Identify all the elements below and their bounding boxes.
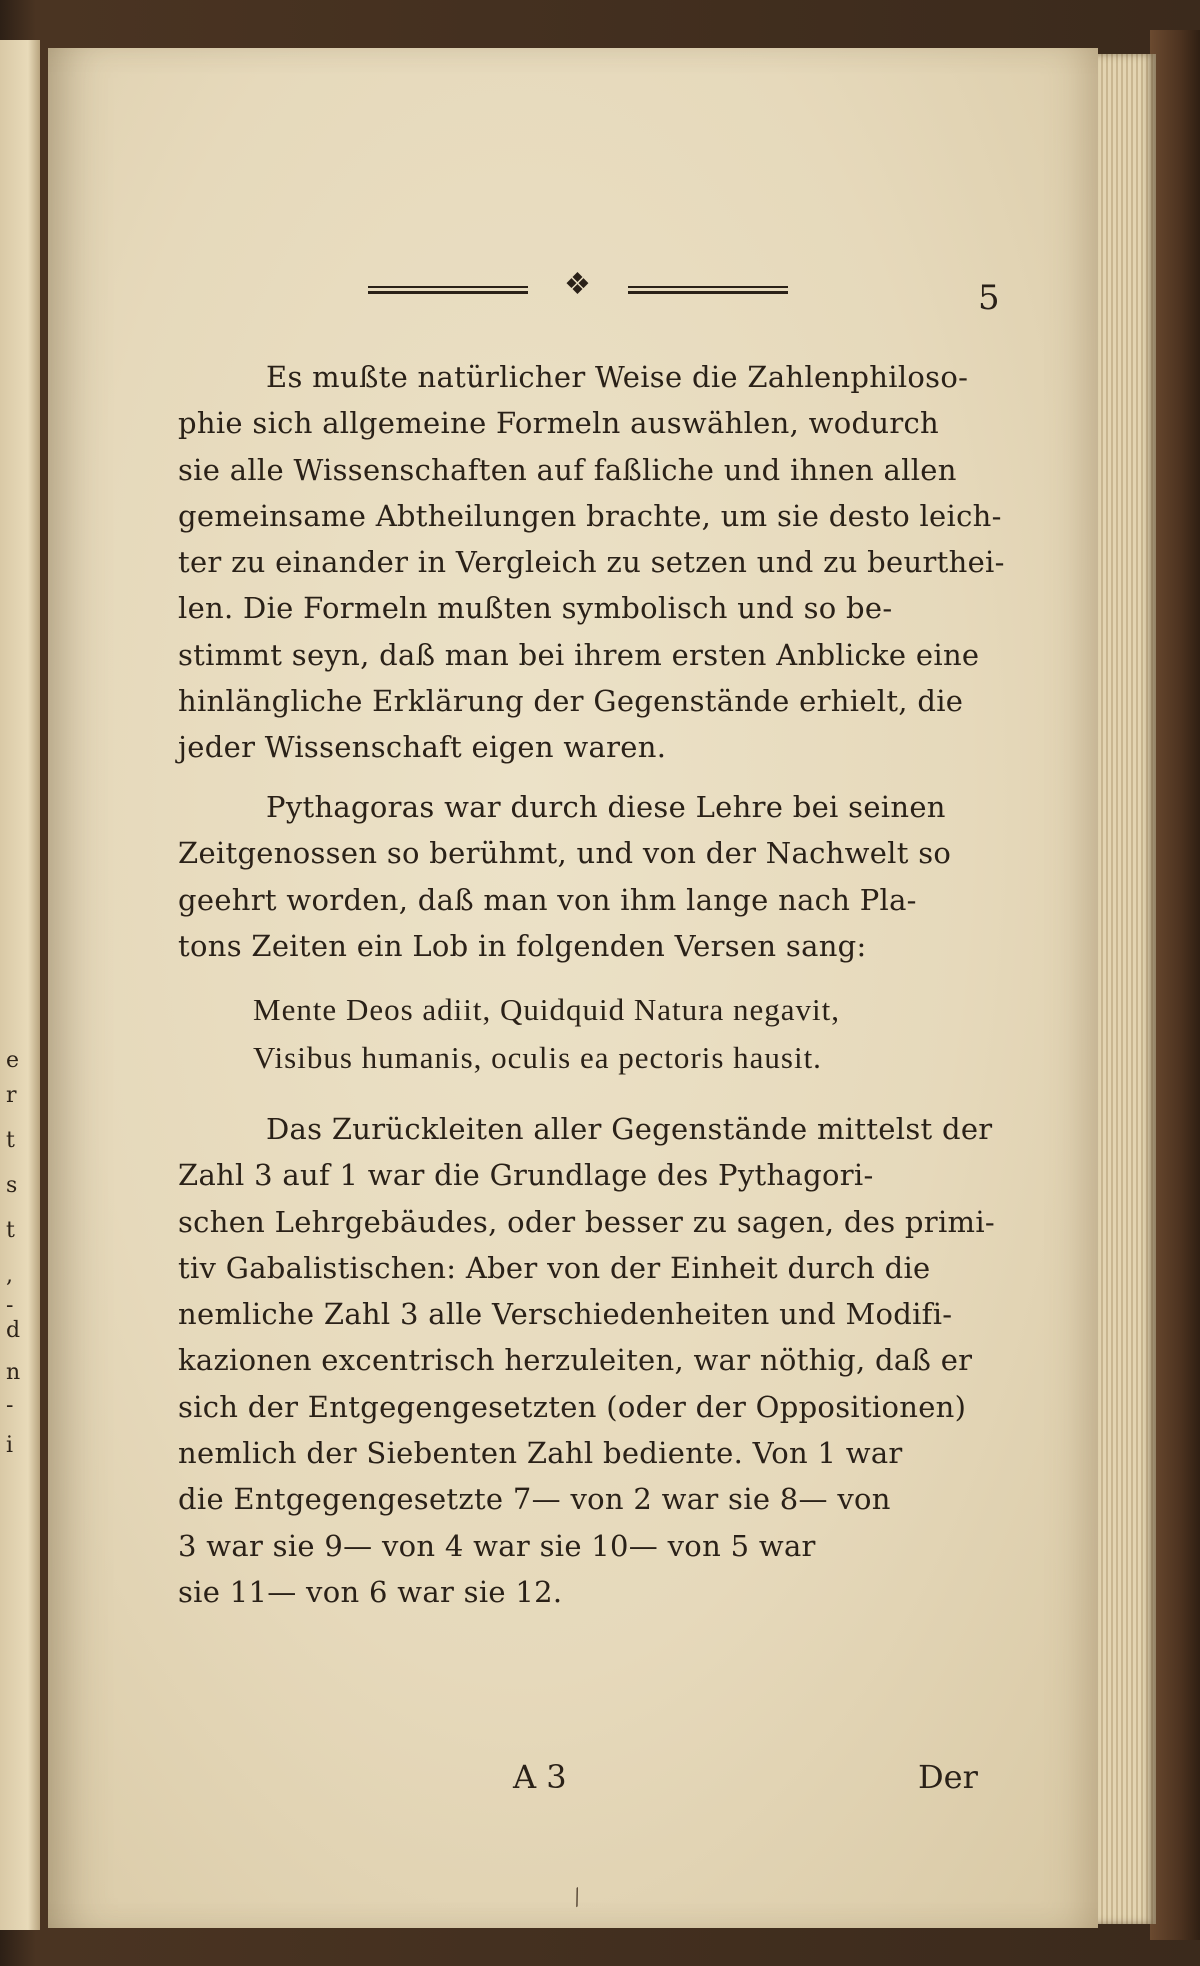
text-line: kazionen excentrisch herzuleiten, war nöthig, daß er	[178, 1343, 973, 1378]
text-line: tiv Gabalistischen: Aber von der Einheit durch die	[178, 1250, 931, 1285]
text-line: schen Lehrgebäudes, oder besser zu sagen, des primi-	[178, 1204, 996, 1239]
text-line: nemlich der Siebenten Zahl bediente. Von 1 war	[178, 1436, 903, 1471]
book-cover-edge	[1150, 30, 1200, 1940]
text-line: nemliche Zahl 3 alle Verschiedenheiten und Modifi-	[178, 1297, 953, 1332]
paragraph-2	[178, 784, 1008, 969]
left-fragment: d	[6, 1318, 21, 1343]
left-fragment: r	[6, 1083, 17, 1108]
verse-line: Mente Deos adiit, Quidquid Natura negavit,	[253, 992, 840, 1027]
paragraph-1	[178, 354, 1008, 771]
book-page	[48, 48, 1098, 1928]
left-fragment: n	[6, 1360, 21, 1385]
text-line: sie 11— von 6 war sie 12.	[178, 1574, 563, 1609]
left-fragment: i	[6, 1433, 14, 1458]
signature-mark: A 3	[513, 1758, 567, 1796]
text-line: 3 war sie 9— von 4 war sie 10— von 5 war	[178, 1528, 816, 1563]
text-line: die Entgegengesetzte 7— von 2 war sie 8— von	[178, 1482, 891, 1517]
left-fragment: -	[6, 1393, 14, 1418]
left-fragment: e	[6, 1048, 20, 1073]
left-fragment: ,	[6, 1263, 13, 1288]
ornament-knot-icon: ❖	[564, 267, 591, 302]
ornament-rule	[628, 286, 788, 294]
text-line: len. Die Formeln mußten symbolisch und so be-	[178, 591, 893, 626]
text-line: tons Zeiten ein Lob in folgenden Versen sang:	[178, 928, 867, 963]
left-fragment: t	[6, 1128, 15, 1153]
paragraph-3	[178, 1106, 1008, 1615]
page-number: 5	[978, 278, 1000, 318]
latin-verse	[253, 986, 1013, 1082]
text-line: sie alle Wissenschaften auf faßliche und ihnen allen	[178, 452, 957, 487]
left-fragment: -	[6, 1293, 14, 1318]
text-line: Zeitgenossen so berühmt, und von der Nachwelt so	[178, 836, 952, 871]
left-fragment: t	[6, 1218, 15, 1243]
page-leaf-edges	[1098, 54, 1156, 1924]
left-fragment: s	[6, 1173, 18, 1198]
text-line: Zahl 3 auf 1 war die Grundlage des Pythagori-	[178, 1158, 874, 1193]
text-line: Das Zurückleiten aller Gegenstände mittelst der	[266, 1112, 993, 1146]
text-line: ter zu einander in Vergleich zu setzen und zu beurthei-	[178, 545, 1005, 580]
verse-line: Visibus humanis, oculis ea pectoris hausit.	[253, 1040, 822, 1075]
text-line: stimmt seyn, daß man bei ihrem ersten Anblicke eine	[178, 637, 980, 672]
ornament-rule	[368, 286, 528, 294]
header-ornament	[368, 268, 788, 308]
text-line: Pythagoras war durch diese Lehre bei seinen	[266, 790, 946, 824]
text-line: gemeinsame Abtheilungen brachte, um sie desto leich-	[178, 498, 1002, 533]
text-line: jeder Wissenschaft eigen waren.	[178, 730, 667, 765]
text-line: Es mußte natürlicher Weise die Zahlenphiloso-	[266, 360, 969, 394]
text-line: phie sich allgemeine Formeln auswählen, wodurch	[178, 406, 940, 441]
pencil-mark-icon: ⁄	[569, 1886, 586, 1911]
text-line: hinlängliche Erklärung der Gegenstände erhielt, die	[178, 684, 964, 719]
catchword: Der	[918, 1758, 978, 1796]
text-line: sich der Entgegengesetzten (oder der Oppositionen)	[178, 1389, 967, 1424]
text-line: geehrt worden, daß man von ihm lange nach Pla-	[178, 882, 917, 917]
facing-page-edge	[0, 40, 40, 1930]
